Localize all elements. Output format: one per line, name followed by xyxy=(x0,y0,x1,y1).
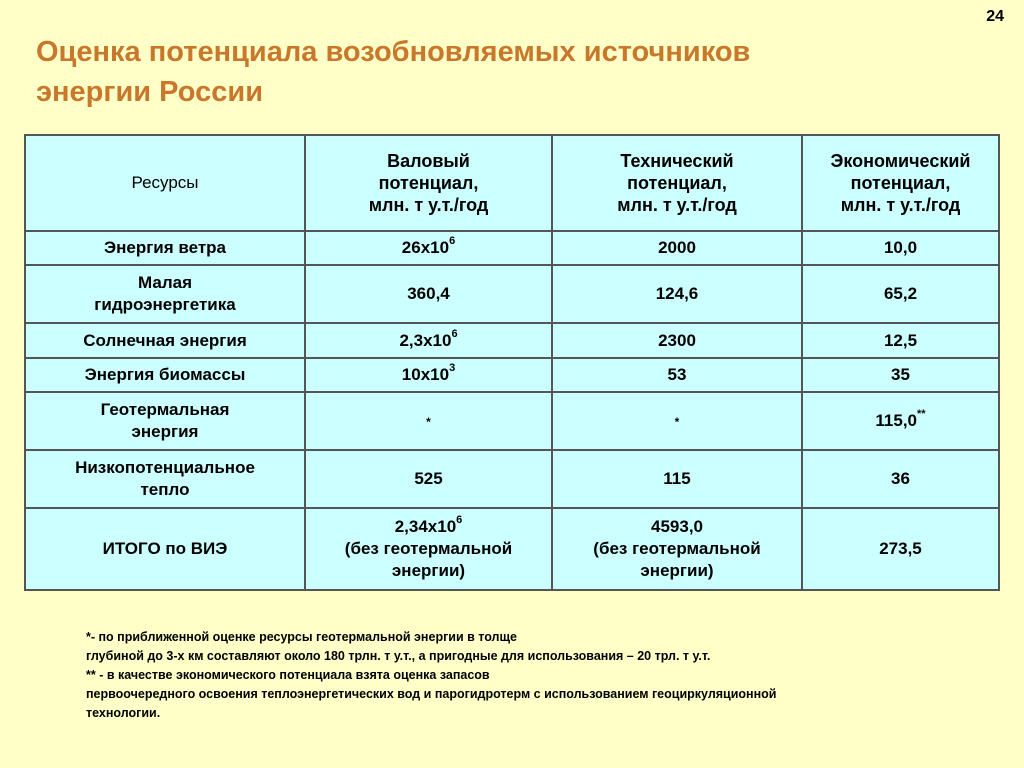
cell-technical xyxy=(552,450,802,508)
cell-text: 360,4 xyxy=(407,284,450,303)
cell-text: 53 xyxy=(667,365,687,384)
cell-text: 115 xyxy=(663,469,691,488)
cell-text: 10,0 xyxy=(883,238,918,257)
cell-text: Низкопотенциальное xyxy=(75,458,255,477)
table-row xyxy=(25,231,999,265)
cell-text: тепло xyxy=(140,480,190,499)
cell-resource xyxy=(25,323,305,358)
cell-text: * xyxy=(674,414,680,429)
cell-text: 65,2 xyxy=(883,284,918,303)
header-resources: Ресурсы xyxy=(25,135,305,231)
table-row xyxy=(25,323,999,358)
title-line-1: Оценка потенциала возобновляемых источников xyxy=(36,36,751,68)
header-gross-line-2: потенциал, xyxy=(378,173,479,193)
footnote-line: *- по приближенной оценке ресурсы геотермальной энергии в толще xyxy=(86,630,517,644)
table-row xyxy=(25,508,999,590)
cell-text: 124,6 xyxy=(655,284,699,303)
cell-text: 35 xyxy=(891,365,910,384)
cell-text: 10х10 xyxy=(401,365,450,384)
cell-text: 2000 xyxy=(658,238,696,257)
footnote-line: ** - в качестве экономического потенциала взята оценка запасов xyxy=(86,668,490,682)
cell-text: Малая xyxy=(138,273,192,292)
cell-text: гидроэнергетика xyxy=(94,295,236,314)
table-row xyxy=(25,392,999,450)
cell-superscript: 6 xyxy=(449,235,456,248)
cell-text: энергии) xyxy=(391,561,466,580)
cell-technical xyxy=(552,231,802,265)
cell-text: Солнечная энергия xyxy=(83,330,247,350)
header-economic-line-2: потенциал, xyxy=(850,173,951,193)
cell-text: 2300 xyxy=(658,330,696,350)
cell-resource xyxy=(25,231,305,265)
table-body xyxy=(25,231,999,590)
table-row xyxy=(25,358,999,392)
cell-technical xyxy=(552,265,802,323)
cell-economic xyxy=(802,358,999,392)
cell-text: энергия xyxy=(131,422,199,441)
cell-economic xyxy=(802,508,999,590)
cell-superscript: ** xyxy=(917,408,926,421)
header-economic-line-1: Экономический xyxy=(830,151,971,171)
header-gross-potential xyxy=(305,135,552,231)
cell-technical xyxy=(552,392,802,450)
cell-text: Энергия ветра xyxy=(104,238,226,257)
table-row xyxy=(25,265,999,323)
cell-resource xyxy=(25,392,305,450)
cell-gross xyxy=(305,323,552,358)
header-economic-potential xyxy=(802,135,999,231)
header-technical-line-2: потенциал, xyxy=(627,173,727,193)
footnote-line: технологии. xyxy=(86,706,161,720)
cell-text: 2,3х10 xyxy=(399,330,452,350)
cell-gross xyxy=(305,231,552,265)
cell-text: (без геотермальной xyxy=(344,539,513,558)
cell-superscript: 3 xyxy=(449,362,456,375)
cell-text: 115,0 xyxy=(875,411,918,430)
footnote-line: глубиной до 3-х км составляют около 180 трлн. т у.т., а пригодные для использования – 20 трл. т у.т. xyxy=(86,649,711,663)
cell-text: 26х10 xyxy=(401,238,450,257)
cell-text: (без геотермальной xyxy=(593,539,761,558)
cell-technical xyxy=(552,323,802,358)
renewable-potential-table xyxy=(24,134,1000,591)
cell-superscript: 6 xyxy=(456,514,463,527)
cell-gross xyxy=(305,265,552,323)
cell-text: энергии) xyxy=(640,561,714,580)
cell-gross xyxy=(305,392,552,450)
header-economic-line-3: млн. т у.т./год xyxy=(840,195,961,215)
title-line-2: энергии России xyxy=(36,76,264,108)
cell-resource xyxy=(25,508,305,590)
cell-text: 273,5 xyxy=(879,539,922,558)
table-header-row xyxy=(25,135,999,231)
cell-technical xyxy=(552,358,802,392)
cell-text: 36 xyxy=(891,469,910,488)
cell-economic xyxy=(802,450,999,508)
header-technical-line-1: Технический xyxy=(620,151,734,171)
cell-text: Энергия биомассы xyxy=(84,365,246,384)
cell-resource xyxy=(25,450,305,508)
cell-text: 2,34х10 xyxy=(394,517,457,536)
slide-title xyxy=(36,32,956,112)
cell-text: 525 xyxy=(414,469,443,488)
header-gross-line-3: млн. т у.т./год xyxy=(368,195,489,215)
cell-gross xyxy=(305,358,552,392)
cell-text: 4593,0 xyxy=(651,517,703,536)
slide-number: 24 xyxy=(986,8,1004,25)
cell-text: Геотермальная xyxy=(100,400,230,419)
cell-economic xyxy=(802,231,999,265)
cell-economic xyxy=(802,323,999,358)
footnote-line: первоочередного освоения теплоэнергетических вод и парогидротерм с использованием геоциркуляционной xyxy=(86,687,777,701)
footnotes xyxy=(86,628,986,723)
cell-gross xyxy=(305,508,552,590)
cell-economic xyxy=(802,392,999,450)
header-technical-line-3: млн. т у.т./год xyxy=(617,195,737,215)
cell-gross xyxy=(305,450,552,508)
cell-text: ИТОГО по ВИЭ xyxy=(102,539,228,558)
header-technical-potential xyxy=(552,135,802,231)
cell-technical xyxy=(552,508,802,590)
cell-economic xyxy=(802,265,999,323)
cell-superscript: 6 xyxy=(451,327,458,340)
cell-text: 12,5 xyxy=(883,330,918,350)
table-row xyxy=(25,450,999,508)
cell-resource xyxy=(25,265,305,323)
header-gross-line-1: Валовый xyxy=(387,151,470,171)
cell-text: * xyxy=(426,414,431,429)
cell-resource xyxy=(25,358,305,392)
